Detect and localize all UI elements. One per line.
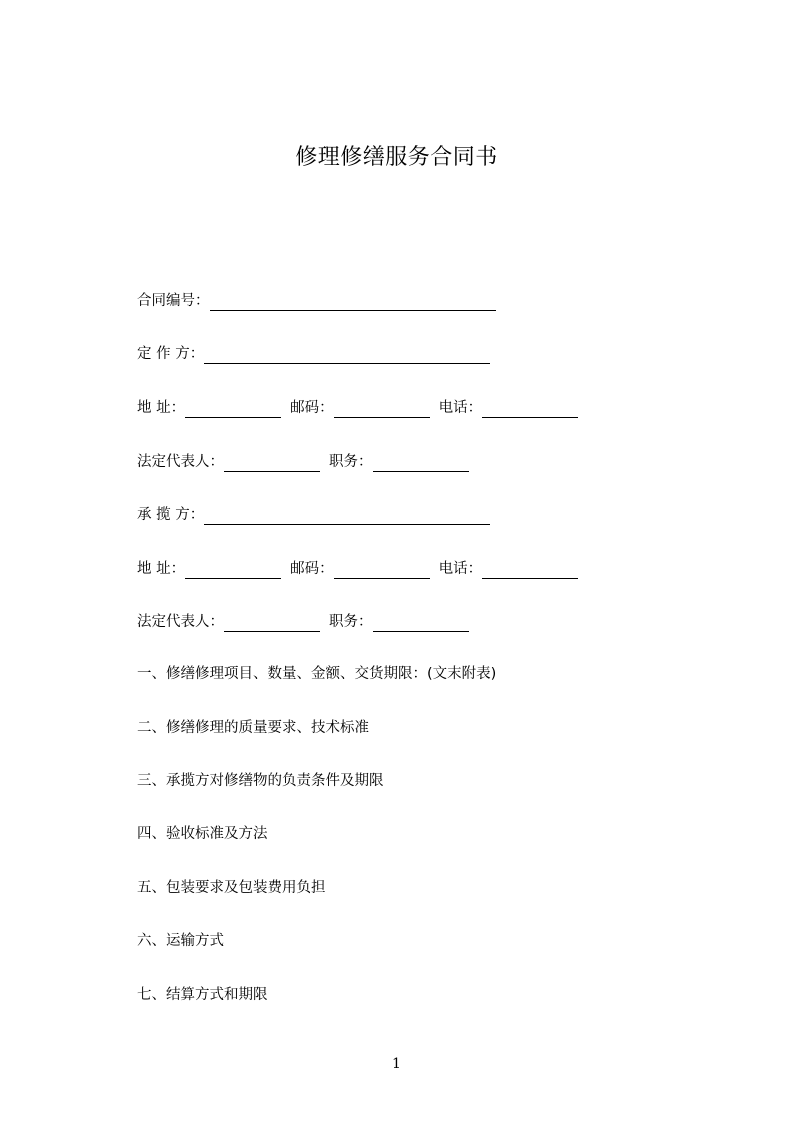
section-heading: 四、验收标准及方法: [137, 826, 268, 842]
client-contact-line: [137, 398, 587, 418]
contractor-postcode-label: 邮码：: [290, 561, 334, 577]
contractor-line: [137, 505, 499, 525]
contractor-phone-blank[interactable]: [482, 562, 578, 579]
client-phone-label: 电话：: [438, 400, 483, 416]
document-title: 修理修缮服务合同书: [295, 145, 498, 170]
client-postcode-blank[interactable]: [334, 401, 430, 418]
client-position-label: 职务：: [329, 454, 373, 470]
contractor-address-label: 地 址：: [137, 561, 186, 577]
contractor-contact-line: [137, 559, 587, 579]
contractor-blank[interactable]: [204, 508, 490, 525]
contractor-position-label: 职务：: [329, 614, 373, 630]
client-legal-rep-blank[interactable]: [224, 455, 320, 472]
contractor-address-blank[interactable]: [185, 562, 281, 579]
contractor-legal-rep-blank[interactable]: [224, 615, 320, 632]
client-legal-rep-label: 法定代表人：: [137, 454, 224, 470]
client-phone-blank[interactable]: [482, 401, 578, 418]
client-address-label: 地 址：: [137, 400, 186, 416]
section-heading: 一、修缮修理项目、数量、金额、交货期限：(文末附表): [137, 666, 497, 682]
client-label: 定 作 方：: [137, 346, 205, 362]
section-heading: 五、包装要求及包装费用负担: [137, 880, 326, 896]
client-line: [137, 344, 499, 364]
contract-number-label: 合同编号：: [137, 293, 210, 309]
contractor-legal-rep-label: 法定代表人：: [137, 614, 224, 630]
client-position-blank[interactable]: [373, 455, 469, 472]
contractor-rep-line: [137, 612, 478, 632]
section-heading: 三、承揽方对修缮物的负责条件及期限: [137, 773, 384, 789]
contractor-position-blank[interactable]: [373, 615, 469, 632]
page-number: 1: [392, 1056, 401, 1072]
section-heading: 二、修缮修理的质量要求、技术标准: [137, 720, 369, 736]
section-heading: 六、运输方式: [137, 933, 224, 949]
client-blank[interactable]: [204, 347, 490, 364]
contract-number-line: [137, 291, 505, 311]
contract-number-blank[interactable]: [210, 294, 496, 311]
contractor-postcode-blank[interactable]: [334, 562, 430, 579]
client-rep-line: [137, 452, 478, 472]
section-heading: 七、结算方式和期限: [137, 987, 268, 1003]
client-address-blank[interactable]: [185, 401, 281, 418]
contractor-label: 承 揽 方：: [137, 507, 205, 523]
contractor-phone-label: 电话：: [438, 561, 483, 577]
client-postcode-label: 邮码：: [290, 400, 334, 416]
